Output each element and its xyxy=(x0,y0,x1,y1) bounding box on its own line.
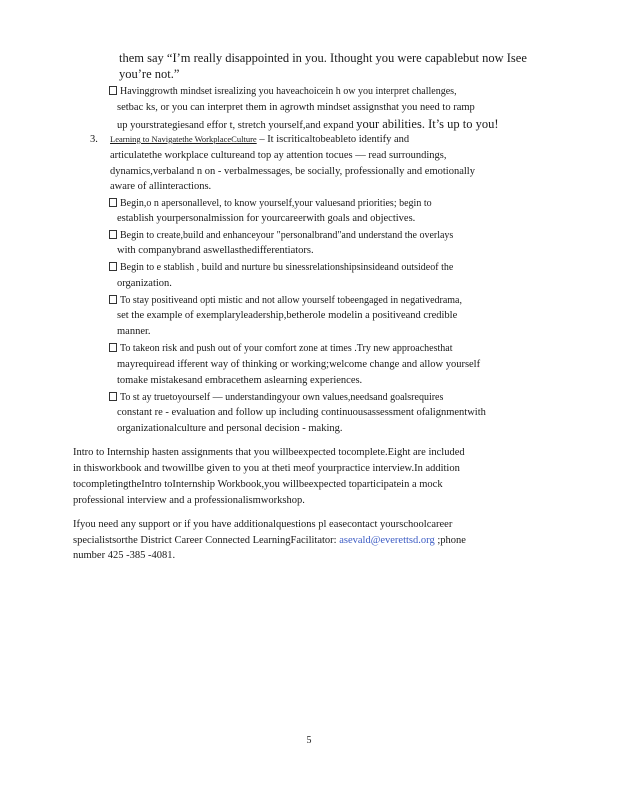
growth-mindset-quote-line-1: them say “I’m really disappointed in you. Ithought you were capablebut now Isee xyxy=(119,51,527,65)
list-number: 3. xyxy=(90,134,98,145)
text-line: aware of allinteractions. xyxy=(110,181,212,192)
text-line: constant re - evaluation and follow up including continuousassessment ofalignmentwith xyxy=(117,407,486,418)
bullet-item: To st ay truetoyourself — understandingyour own values,needsand goalsrequires xyxy=(109,391,443,404)
contact-paragraph-line: Ifyou need any support or if you have additionalquestions pl easecontact yourschoolcareer xyxy=(73,519,453,530)
text-line: setbac ks, or you can interpret them in agrowth mindset assignsthat you need to ramp xyxy=(117,102,475,113)
intro-paragraph-line: in thisworkbook and twowillbe given to you at theti meof yourpractice interview.In addition xyxy=(73,463,460,474)
text-line: dynamics,verbaland n on - verbalmessages, be socially, professionally and emotionally xyxy=(110,166,475,177)
text-line: with companybrand aswellasthedifferentiators. xyxy=(117,245,314,256)
intro-paragraph-line: professional interview and a professionalismworkshop. xyxy=(73,495,305,506)
text-line: mayrequiread ifferent way of thinking or working;welcome change and allow yourself xyxy=(117,359,481,370)
page-number: 5 xyxy=(306,735,312,746)
text-line: manner. xyxy=(117,326,151,337)
bullet-item: Begin to create,build and enhanceyour "personalbrand"and understand the overlays xyxy=(109,229,453,242)
bullet-growth-mindset: Havinggrowth mindset isrealizing you haveachoicein h ow you interpret challenges, xyxy=(109,85,457,98)
text-line: articulatethe workplace cultureand top ay attention tocues — read surroundings, xyxy=(110,150,447,161)
section-intro-text: – It iscriticaltobeableto identify and xyxy=(256,134,410,145)
text-line: organizationalculture and personal decision - making. xyxy=(117,423,343,434)
text-line: organization. xyxy=(117,278,172,289)
emphasis-text: your abilities. It’s up to you! xyxy=(356,117,499,131)
section-heading-line xyxy=(110,133,409,146)
contact-paragraph-line: number 425 -385 -4081. xyxy=(73,550,176,561)
section-heading: Learning to Navigatethe WorkplaceCulture xyxy=(110,134,257,144)
text-line: tomake mistakesand embracethem aslearning experiences. xyxy=(117,375,363,386)
text-line: set the example of exemplaryleadership,betherole modelin a positiveand credible xyxy=(117,310,458,321)
text-line: establish yourpersonalmission for yourcareerwith goals and objectives. xyxy=(117,213,416,224)
bullet-item: Begin to e stablish , build and nurture bu sinessrelationshipsinsideand outsideof the xyxy=(109,261,453,274)
text-line xyxy=(117,117,499,132)
intro-paragraph-line: tocompletingtheIntro toInternship Workbook,you willbeexpected toparticipatein a mock xyxy=(73,479,443,490)
contact-paragraph-line xyxy=(73,534,466,547)
bullet-item: Begin,o n apersonallevel, to know yourself,your valuesand priorities; begin to xyxy=(109,197,432,210)
text-span: up yourstrategiesand effor t, stretch yourself,and expand xyxy=(117,120,357,131)
bullet-item: To takeon risk and push out of your comfort zone at times .Try new approachesthat xyxy=(109,342,452,355)
bullet-item: To stay positiveand opti mistic and not allow yourself tobeengaged in negativedrama, xyxy=(109,294,462,307)
contact-text: specialistsorthe District Career Connected LearningFacilitator: xyxy=(73,535,340,546)
phone-label: ;phone xyxy=(434,535,466,546)
intro-paragraph-line: Intro to Internship hasten assignments that you willbeexpected tocomplete.Eight are included xyxy=(73,447,465,458)
email-link[interactable]: asevald@everettsd.org xyxy=(339,535,435,546)
growth-mindset-quote-line-2: you’re not.” xyxy=(119,67,180,81)
